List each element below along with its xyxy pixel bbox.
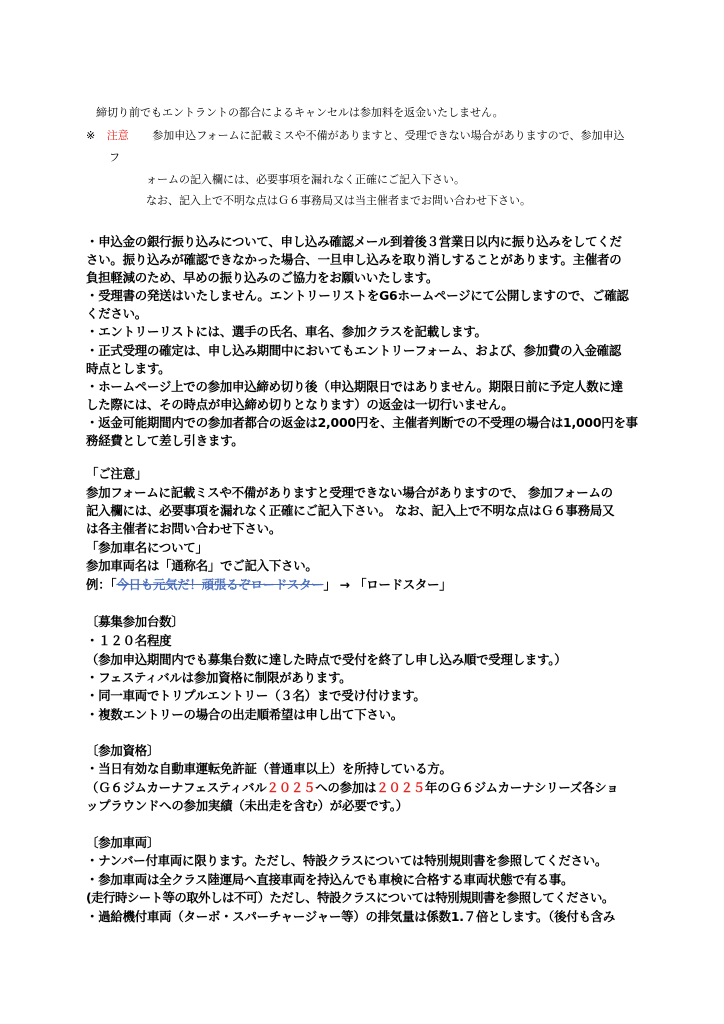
caution-line: 参加フォームに記載ミスや不備がありますと受理できない場合がありますので、 参加フォームの (86, 485, 613, 500)
recruit-line: ・複数エントリーの場合の出走順希望は申し出て下さい。 (86, 707, 403, 722)
example-prefix: 例：「 (86, 577, 117, 592)
qualification-heading: 〔参加資格〕 (86, 743, 160, 758)
example-suffix: 」 → 「ロードスター」 (323, 577, 452, 592)
qualification-line-years (86, 781, 618, 795)
note-line-2: フ (109, 151, 120, 164)
bullet-line: 時点とします。 (86, 361, 171, 376)
car-name-line: 参加車両名は「通称名」でご記入下さい。 (86, 558, 318, 573)
qualification-text: （Ｇ６ジムカーナフェスティバル (86, 780, 267, 795)
caution-line: 記入欄には、必要事項を漏れなく正確にご記入下さい。 なお、記入上で不明な点はＧ６事務局又 (86, 503, 615, 518)
car-name-heading: 「参加車名について」 (86, 540, 208, 555)
recruit-line: ・フェスティバルは参加資格に制限があります。 (86, 670, 352, 685)
qualification-line: ・当日有効な自動車運転免許証（普通車以上）を所持している方。 (86, 761, 452, 776)
note-label: 注意 (106, 129, 129, 142)
note-text: 参加申込フォームに記載ミスや不備がありますと、受理できない場合がありますので、参加申込 (152, 129, 625, 142)
caution-heading: 「ご注意」 (86, 466, 147, 481)
car-name-example (86, 578, 452, 592)
bullet-line: ・受理書の発送はいたしません。エントリーリストをG6ホームページにて公開しますので、ご確認 (86, 288, 629, 303)
recruit-line: （参加申込期間内でも募集台数に達した時点で受付を終了し申し込み順で受理します。） (86, 652, 567, 667)
year-highlight: ２０２５ (376, 780, 425, 795)
recruit-heading: 〔募集参加台数〕 (86, 614, 184, 629)
bullet-line: ・エントリーリストには、選手の氏名、車名、参加クラスを記載します。 (86, 324, 487, 339)
recruit-line: ・１２０名程度 (86, 633, 172, 648)
vehicles-line: ・参加車両は全クラス陸運局へ直接車両を持込んでも車検に合格する車両状態で有る事。 (86, 872, 574, 887)
bullet-line: ・返金可能期間内での参加者都合の返金は2,000円を、主催者判断での不受理の場合は1,000円を事 (86, 415, 638, 430)
note-line-4: なお、記入上で不明な点はＧ６事務局又は当主催者までお問い合わせ下さい。 (146, 194, 531, 207)
year-highlight: ２０２５ (266, 780, 316, 795)
cancel-policy-line: 締切り前でもエントラントの都合によるキャンセルは参加料を返金いたしません。 (96, 106, 504, 119)
bullet-line: 負担軽減のため、早めの振り込みのご協力をお願いいたします。 (86, 270, 439, 285)
vehicles-line: (走行時シート等の取外しは不可）ただし、特設クラスについては特別規則書を参照してください。 (86, 890, 614, 905)
bullet-line: ・正式受理の確定は、申し込み期間中においてもエントリーフォーム、および、参加費の入金確認 (86, 343, 622, 358)
vehicles-heading: 〔参加車両〕 (86, 835, 160, 850)
caution-line: は各主催者にお問い合わせ下さい。 (86, 521, 282, 536)
example-struck-name: 今日も元気だ！頑張るぞロードスター (116, 577, 324, 592)
reference-mark: ※ (86, 129, 96, 142)
qualification-text: への参加は (315, 780, 377, 795)
bullet-line: した際には、その時点が申込締め切りとなります）の返金は一切行いません。 (86, 397, 514, 412)
bullet-line: ください。 (86, 306, 147, 321)
qualification-line: ップラウンドへの参加実績（未出走を含む）が必要です。） (86, 798, 408, 813)
recruit-line: ・同一車両でトリプルエントリー（３名）まで受け付けます。 (86, 688, 426, 703)
note-line-1 (86, 130, 624, 143)
qualification-text: 年のＧ６ジムカーナシリーズ各ショ (425, 780, 619, 795)
bullet-line: 務経費として差し引きます。 (86, 433, 244, 448)
vehicles-line: ・ナンバー付車両に限ります。ただし、特設クラスについては特別規則書を参照してください。 (86, 853, 608, 868)
note-line-3: ォームの記入欄には、必要事項を漏れなく正確にご記入下さい。 (146, 173, 465, 186)
vehicles-line: ・過給機付車両（ターボ・スパーチャージャー等）の排気量は係数1.７倍とします。（後付も含み (86, 909, 616, 924)
bullet-line: ・申込金の銀行振り込みについて、申し込み確認メール到着後３営業日以内に振り込みをしてくだ (86, 234, 622, 249)
bullet-line: さい。振り込みが確認できなかった場合、一旦申し込みを取り消しすることがあります。主催者の (86, 252, 622, 267)
bullet-line: ・ホームページ上での参加申込締め切り後（申込期限日ではありません。期限日前に予定人数に達 (86, 379, 623, 394)
